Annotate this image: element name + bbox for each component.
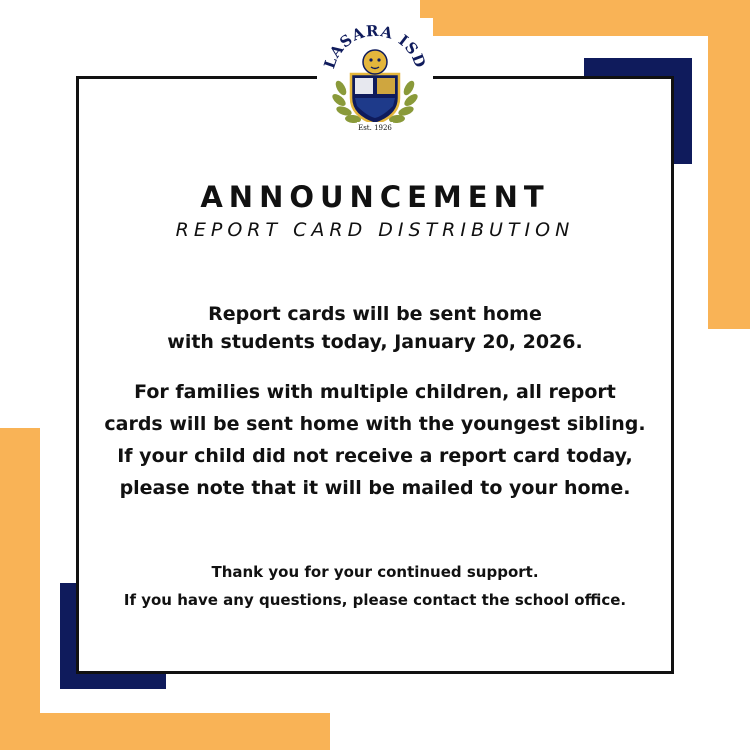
school-logo: [317, 18, 433, 134]
logo-name-text: LASARA ISD: [320, 21, 430, 71]
mascot-icon: [363, 50, 387, 74]
text-line: cards will be sent home with the youngest sibling.: [104, 413, 646, 435]
text-line: If your child did not receive a report card today,: [117, 445, 633, 467]
text-line: please note that it will be mailed to your home.: [119, 477, 631, 499]
families-paragraph: [76, 376, 674, 504]
announcement-heading: ANNOUNCEMENT: [200, 180, 550, 214]
orange-accent-bottom: [0, 713, 330, 750]
report-card-paragraph: [76, 300, 674, 356]
orange-accent-top: [420, 0, 750, 36]
orange-accent-right: [708, 0, 750, 329]
text-line: If you have any questions, please contact the school office.: [123, 591, 627, 609]
closing-paragraph: [76, 558, 674, 614]
text-line: Thank you for your continued support.: [211, 563, 539, 581]
text-line: For families with multiple children, all report: [134, 381, 616, 403]
orange-accent-left: [0, 428, 40, 750]
text-line: Report cards will be sent home: [208, 303, 542, 325]
text-line: with students today, January 20, 2026.: [167, 331, 583, 353]
logo-established-text: Est. 1926: [358, 124, 392, 132]
announcement-subheading: REPORT CARD DISTRIBUTION: [175, 219, 575, 241]
